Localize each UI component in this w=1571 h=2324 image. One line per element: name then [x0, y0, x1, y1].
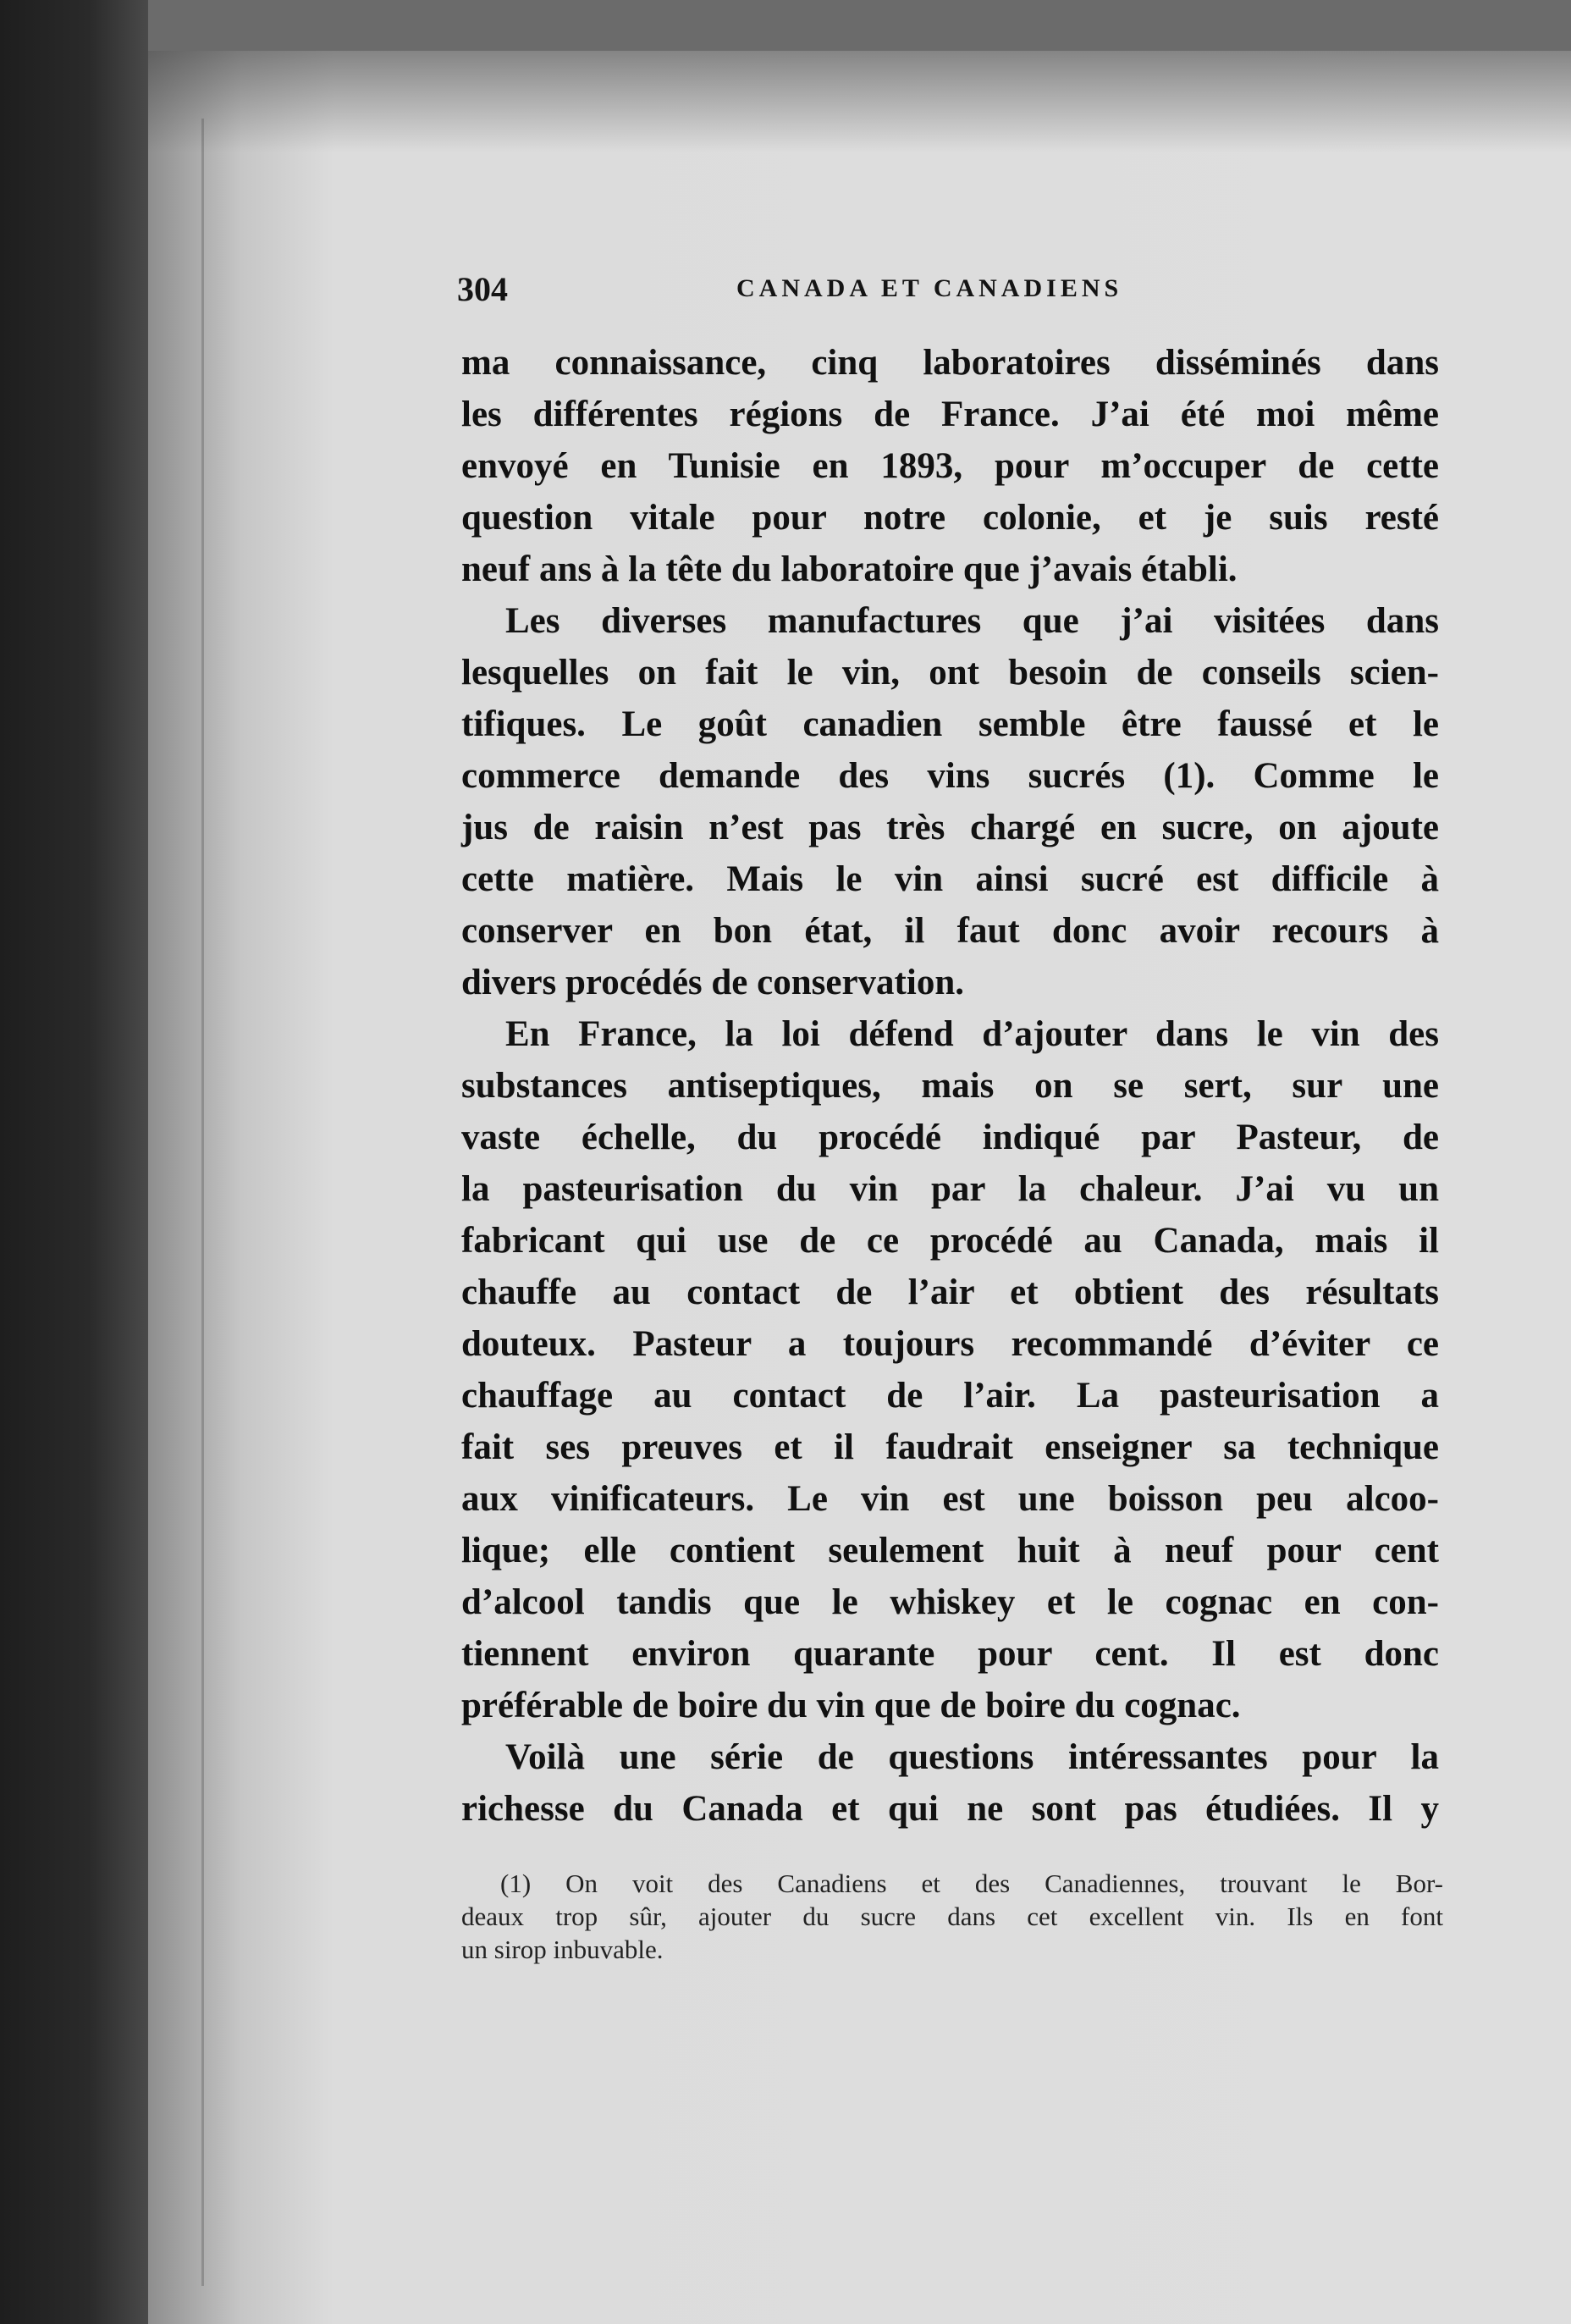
binding-line [201, 119, 204, 2286]
text-line: les différentes régions de France. J’ai été moi même [461, 395, 1439, 434]
text-line: aux vinificateurs. Le vin est une boisson peu alcoo- [461, 1479, 1439, 1519]
text-line: lesquelles on fait le vin, ont besoin de conseils scien- [461, 653, 1439, 693]
text-line: douteux. Pasteur a toujours recommandé d’éviter ce [461, 1324, 1439, 1364]
text-line: Les diverses manufactures que j’ai visitées dans [505, 601, 1439, 641]
page-header [457, 269, 1439, 312]
footnote-line: un sirop inbuvable. [461, 1935, 664, 1964]
text-line: préférable de boire du vin que de boire du cognac. [461, 1686, 1241, 1725]
text-line: chauffage au contact de l’air. La pasteurisation a [461, 1376, 1439, 1416]
text-line: fait ses preuves et il faudrait enseigner sa technique [461, 1427, 1439, 1467]
text-line: d’alcool tandis que le whiskey et le cognac en con- [461, 1582, 1439, 1622]
footnote-line: (1) On voit des Canadiens et des Canadiennes, trouvant le Bor- [500, 1869, 1443, 1898]
footnote [461, 1867, 1443, 1966]
text-line: richesse du Canada et qui ne sont pas étudiées. Il y [461, 1789, 1439, 1829]
text-line: divers procédés de conservation. [461, 963, 964, 1002]
text-line: neuf ans à la tête du laboratoire que j’avais établi. [461, 549, 1238, 589]
text-line: envoyé en Tunisie en 1893, pour m’occuper de cette [461, 446, 1439, 486]
text-line: commerce demande des vins sucrés (1). Comme le [461, 756, 1439, 796]
text-line: cette matière. Mais le vin ainsi sucré est difficile à [461, 859, 1439, 899]
text-line: question vitale pour notre colonie, et je suis resté [461, 498, 1439, 538]
text-line: fabricant qui use de ce procédé au Canada, mais il [461, 1221, 1439, 1261]
page-top-shadow [148, 51, 1571, 152]
text-line: jus de raisin n’est pas très chargé en sucre, on ajoute [461, 808, 1439, 847]
scanner-edge [0, 0, 148, 2324]
text-line: tiennent environ quarante pour cent. Il est donc [461, 1634, 1439, 1674]
body-text [461, 337, 1439, 1835]
text-line: la pasteurisation du vin par la chaleur. J’ai vu un [461, 1169, 1439, 1209]
text-line: substances antiseptiques, mais on se sert, sur une [461, 1066, 1439, 1106]
footnote-line: deaux trop sûr, ajouter du sucre dans cet excellent vin. Ils en font [461, 1902, 1443, 1931]
text-line: conserver en bon état, il faut donc avoir recours à [461, 911, 1439, 951]
text-line: tifiques. Le goût canadien semble être faussé et le [461, 704, 1439, 744]
running-title: CANADA ET CANADIENS [736, 274, 1123, 302]
text-line: lique; elle contient seulement huit à neuf pour cent [461, 1531, 1439, 1570]
text-line: Voilà une série de questions intéressantes pour la [505, 1737, 1439, 1777]
page-number: 304 [457, 270, 508, 308]
text-line: vaste échelle, du procédé indiqué par Pasteur, de [461, 1118, 1439, 1157]
text-line: ma connaissance, cinq laboratoires disséminés dans [461, 343, 1439, 383]
text-line: chauffe au contact de l’air et obtient des résultats [461, 1272, 1439, 1312]
text-line: En France, la loi défend d’ajouter dans le vin des [505, 1014, 1439, 1054]
